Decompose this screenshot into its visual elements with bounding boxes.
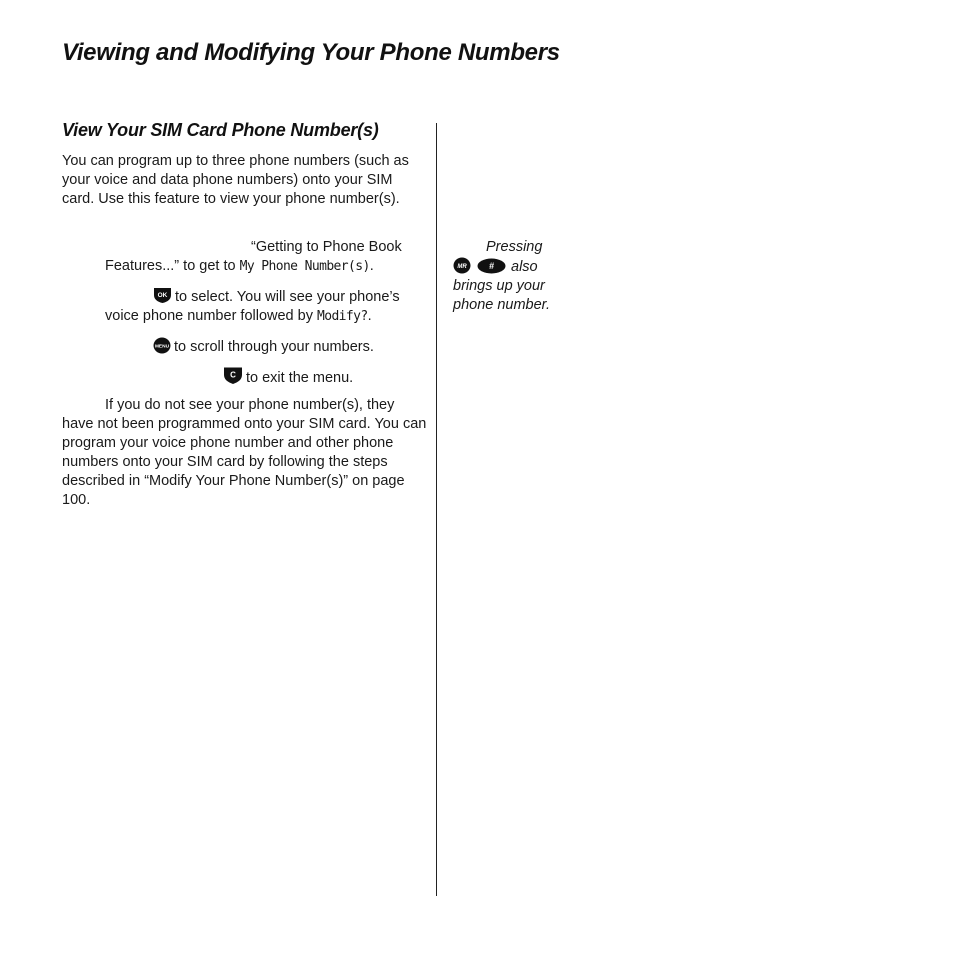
step-4 xyxy=(223,366,423,388)
step-4-text: to exit the menu. xyxy=(246,370,354,386)
page-title: Viewing and Modifying Your Phone Numbers xyxy=(62,39,560,66)
column-divider xyxy=(436,123,437,896)
svg-text:MR: MR xyxy=(457,263,467,270)
menu-key-icon xyxy=(153,337,171,354)
svg-text:#: # xyxy=(488,261,495,272)
svg-text:MENU: MENU xyxy=(154,344,170,350)
side-note-line-1: Pressing xyxy=(486,239,543,255)
step-2-line-1 xyxy=(105,287,425,307)
mr-key-icon xyxy=(453,257,471,274)
side-note xyxy=(453,238,573,315)
note-paragraph xyxy=(62,396,427,510)
ok-key-icon xyxy=(153,287,172,304)
step-1-period: . xyxy=(369,258,374,274)
step-1-line-1: “Getting to Phone Book xyxy=(251,239,402,255)
step-2-text-b: voice phone number followed by xyxy=(105,308,317,324)
step-2 xyxy=(105,287,425,326)
display-text-my-phone-numbers: My Phone Number(s) xyxy=(239,259,370,274)
note-first-line: If you do not see your phone number(s), they xyxy=(105,397,395,413)
pound-key-icon xyxy=(477,258,506,274)
side-note-line-2 xyxy=(453,257,573,277)
svg-text:C: C xyxy=(230,370,236,380)
step-2-text-a: to select. You will see your phone’s xyxy=(175,289,400,305)
svg-text:OK: OK xyxy=(157,292,168,299)
step-3 xyxy=(153,337,433,357)
side-note-rest: brings up your phone number. xyxy=(453,278,551,313)
note-rest: have not been programmed onto your SIM card. You can program your voice phone number and other phone numbers onto your SIM card by following the steps described in “Modify Your Phone Number(s)” on page 100. xyxy=(62,416,427,508)
step-1-text: Features...” to get to xyxy=(105,258,240,274)
step-1 xyxy=(105,238,425,276)
section-title: View Your SIM Card Phone Number(s) xyxy=(62,120,379,140)
c-key-icon xyxy=(223,366,243,385)
step-1-line-2 xyxy=(105,257,425,276)
step-2-period: . xyxy=(367,308,372,324)
side-note-after-keys: also xyxy=(511,259,538,275)
step-3-text: to scroll through your numbers. xyxy=(174,339,374,355)
intro-paragraph: You can program up to three phone numbers (such as your voice and data phone numbers) onto your SIM card. Use this feature to view your phone number(s). xyxy=(62,153,409,207)
step-2-line-2 xyxy=(105,307,425,326)
display-text-modify: Modify? xyxy=(317,309,368,324)
